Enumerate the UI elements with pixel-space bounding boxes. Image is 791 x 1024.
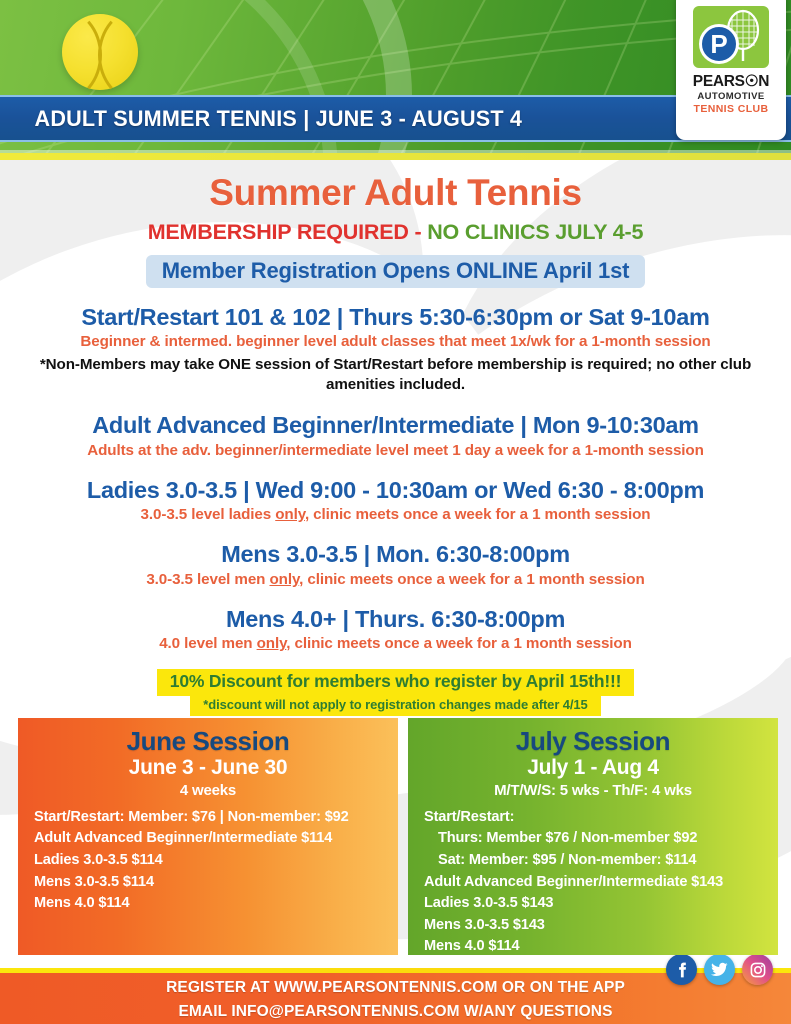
discount-headline: 10% Discount for members who register by April 15th!!! — [157, 669, 634, 695]
logo-p-badge: P — [699, 24, 739, 64]
program-description — [0, 506, 791, 524]
membership-subtitle — [0, 222, 791, 244]
june-session-title: June Session — [126, 726, 290, 756]
instagram-glyph — [750, 962, 766, 978]
logo-wordmark: PEARS☉N — [692, 73, 770, 90]
list-item: Adult Advanced Beginner/Intermediate $143 — [424, 873, 724, 890]
banner-title: ADULT SUMMER TENNIS | JUNE 3 - AUGUST 4 — [34, 105, 523, 131]
desc-underline: only — [256, 635, 287, 653]
program-description: Adults at the adv. beginner/intermediate level meet 1 day a week for a 1-month session — [87, 441, 704, 459]
session-panels — [0, 718, 791, 955]
list-item: Ladies 3.0-3.5 $114 — [34, 852, 163, 869]
program-description: Beginner & intermed. beginner level adult classes that meet 1x/wk for a 1-month session — [80, 332, 711, 350]
program-heading: Mens 3.0-3.5 | Mon. 6:30-8:00pm — [221, 541, 570, 568]
header-banner — [0, 0, 791, 160]
list-item: Mens 4.0 $114 — [424, 938, 520, 955]
facebook-icon[interactable] — [666, 954, 697, 985]
june-session-dates: June 3 - June 30 — [128, 756, 288, 780]
page-title: Summer Adult Tennis — [209, 172, 582, 213]
subtitle-dash: - — [408, 220, 428, 244]
program-block — [0, 606, 791, 654]
program-description — [0, 571, 791, 589]
list-item: Adult Advanced Beginner/Intermediate $114 — [34, 830, 333, 847]
program-description — [0, 635, 791, 653]
desc-underline: only — [269, 570, 300, 588]
footer-bar — [0, 968, 791, 1024]
program-block — [0, 304, 791, 396]
list-item: Mens 3.0-3.5 $143 — [424, 916, 545, 933]
july-session-panel — [408, 718, 778, 955]
list-item: Thurs: Member $76 / Non-member $92 — [438, 830, 698, 847]
list-item: Start/Restart: Member: $76 | Non-member: $92 — [34, 808, 349, 825]
program-heading: Mens 4.0+ | Thurs. 6:30-8:00pm — [225, 605, 566, 632]
list-item: Start/Restart: — [424, 808, 515, 825]
membership-required-text: MEMBERSHIP REQUIRED — [147, 220, 409, 244]
program-heading: Adult Advanced Beginner/Intermediate | Mon 9-10:30am — [92, 412, 699, 439]
july-session-weeks: M/T/W/S: 5 wks - Th/F: 4 wks — [494, 782, 692, 800]
july-session-dates: July 1 - Aug 4 — [527, 756, 659, 780]
discount-fineprint: *discount will not apply to registration changes made after 4/15 — [190, 696, 600, 716]
pearson-logo[interactable] — [676, 0, 786, 140]
list-item: Mens 3.0-3.5 $114 — [34, 873, 154, 890]
desc-pre: 3.0-3.5 level ladies — [140, 506, 276, 524]
tennis-ball-icon — [62, 14, 138, 90]
desc-pre: 4.0 level men — [159, 635, 257, 653]
july-price-list — [416, 807, 770, 958]
program-note: *Non-Members may take ONE session of Start/Restart before membership is required; no other club amenities included. — [39, 356, 752, 394]
header-title-bar — [0, 95, 791, 142]
footer-email-line[interactable]: EMAIL INFO@PEARSONTENNIS.COM W/ANY QUESTIONS — [178, 1002, 613, 1020]
list-item: Sat: Member: $95 / Non-member: $114 — [438, 852, 697, 869]
list-item: Ladies 3.0-3.5 $143 — [424, 895, 554, 912]
june-price-list — [26, 807, 390, 915]
july-session-title: July Session — [515, 726, 671, 756]
header-accent-yellow — [0, 153, 791, 160]
june-session-weeks: 4 weeks — [179, 782, 237, 800]
registration-pill-text: Member Registration Opens ONLINE April 1st — [146, 255, 646, 288]
desc-pre: 3.0-3.5 level men — [146, 570, 270, 588]
no-clinics-text: NO CLINICS JULY 4-5 — [427, 220, 644, 244]
program-block — [0, 541, 791, 589]
instagram-icon[interactable] — [742, 954, 773, 985]
twitter-icon[interactable] — [704, 954, 735, 985]
social-links — [666, 954, 773, 985]
program-block — [0, 412, 791, 460]
desc-post: , clinic meets once a week for a 1 month session — [304, 506, 651, 524]
logo-subtitle-tennis-club: TENNIS CLUB — [693, 103, 769, 115]
facebook-glyph — [674, 962, 690, 978]
footer-register-line[interactable]: REGISTER AT WWW.PEARSONTENNIS.COM OR ON THE APP — [166, 979, 625, 996]
content-stack — [0, 174, 791, 716]
registration-banner — [0, 255, 791, 288]
list-item: Mens 4.0 $114 — [34, 895, 130, 912]
desc-post: , clinic meets once a week for a 1 month session — [286, 635, 632, 653]
logo-mark — [693, 6, 769, 68]
discount-banner — [0, 669, 791, 716]
june-session-panel — [18, 718, 398, 955]
program-heading: Ladies 3.0-3.5 | Wed 9:00 - 10:30am or Wed 6:30 - 8:00pm — [86, 476, 705, 503]
desc-post: , clinic meets once a week for a 1 month session — [299, 570, 645, 588]
desc-underline: only — [275, 506, 305, 524]
twitter-glyph — [711, 962, 728, 977]
program-block — [0, 477, 791, 525]
logo-subtitle-automotive: AUTOMOTIVE — [697, 90, 765, 102]
program-heading: Start/Restart 101 & 102 | Thurs 5:30-6:30pm or Sat 9-10am — [81, 303, 710, 330]
